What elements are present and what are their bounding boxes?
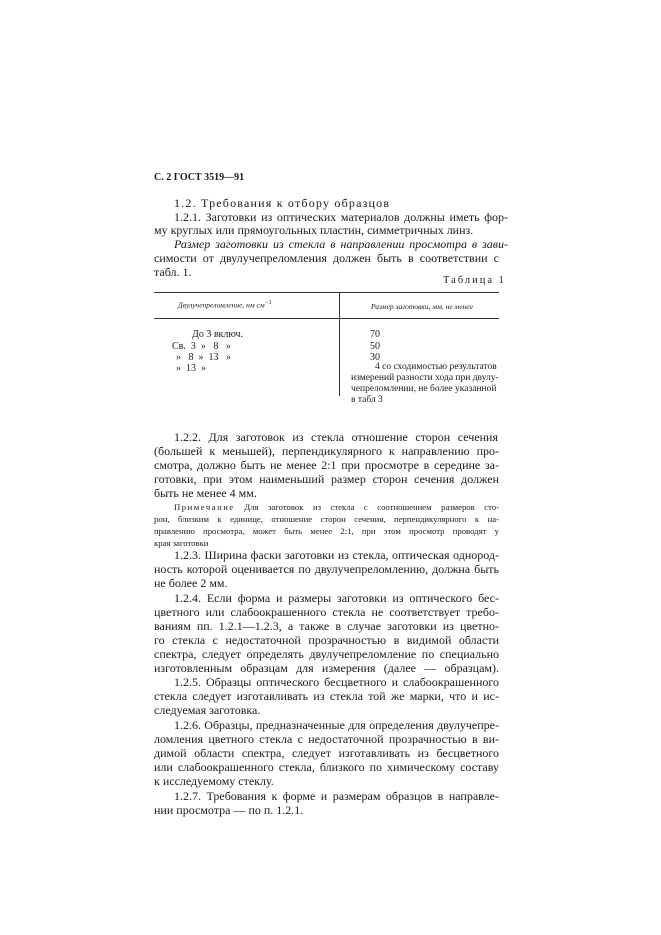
p125-line-2: стекла следует изготавливать из стекла той же марки, что и ис- [154,689,499,703]
p122-line-1: 1.2.2. Для заготовок из стекла отношение сторон сечения [174,430,498,444]
p124-line-5: спектра, следует определять двулучепреломление по специально [154,647,499,661]
p125-line-1: 1.2.5. Образцы оптического бесцветного и слабоокрашенного [174,675,499,689]
table-row-2-col2: 50 [370,341,380,352]
p122-line-3: смотра, должно быть не менее 2:1 при просмотре в середине за- [154,458,499,472]
table-row-1-col1: До 3 включ. [192,329,244,340]
p122-line-2: (большей к меньшей), перпендикулярного к направлению про- [154,444,499,458]
p124-line-6: изготовленным образцам для измерения (далее — образцам). [154,661,499,675]
table-row-4-note-line-4: в табл 3 [351,395,383,405]
table-column-divider [339,292,340,396]
p124-line-4: го стекла с недостаточной прозрачностью в видимой области [154,633,499,647]
table-row-4-col1: » 13 » [176,363,206,374]
table-col1-header: Двулучепреломление, нм $см^{-1}$ [178,300,272,310]
p124-line-3: ваниям пп. 1.2.1—1.2.3, а также в случае заготовки из цветно- [154,619,499,633]
p121b-line-2: симости от двулучепреломления должен быть в соответствии с [154,251,499,265]
p122-line-5: быть не менее 4 мм. [154,486,257,500]
p126-line-4: или слабоокрашенного стекла, близкого по химическому составу [154,760,499,774]
p125-line-3: следуемая заготовка. [154,703,261,717]
table-col2-header: Размер заготовки, мм, не менее [371,302,474,311]
table-row-4-note-line-2: измерений разности хода при двулу- [351,373,499,383]
p127-line-2: нии просмотра — по п. 1.2.1. [154,803,304,817]
p126-line-1: 1.2.6. Образцы, предназначенные для определения двулучепре- [174,718,499,732]
p121b-line-1: Размер заготовки из стекла в направлении просмотра в зави- [174,237,508,251]
note-line-4: края заготовки [154,538,209,548]
p126-line-5: к исследуемому стеклу. [154,774,274,788]
note-line-2: рон, близким к единице, отношение сторон сечения, перпендикулярного к на- [154,514,499,524]
p124-line-2: цветного или слабоокрашенного стекла не соответствует требо- [154,605,499,619]
p123-line-2: ность которой оценивается по двулучепреломлению, должна быть [154,562,499,576]
table-row-1-col2: 70 [370,329,380,340]
table-row-3-col2: 30 [370,352,380,363]
p121-line-1: 1.2.1. Заготовки из оптических материалов должны иметь фор- [174,210,508,224]
table-row-3-col1: » 8 » 13 » [176,352,231,363]
note-line-3: правлению просмотра, может быть менее 2:1, при этом просмотр проводят у [154,526,499,536]
page-header: С. 2 ГОСТ 3519—91 [154,172,245,183]
table-title: Таблица 1 [443,275,506,286]
table-row-2-col1: Св. 3 » 8 » [172,341,231,352]
p123-line-3: не более 2 мм. [154,576,228,590]
note-line-1: Примечание Для заготовок из стекла с соотношением размеров сто- [174,502,499,512]
table-row-4-note-line-1: 4 со сходимостью результатов [375,362,497,372]
p126-line-2: ломления цветного стекла с недостаточной прозрачностью в ви- [154,732,499,746]
table-row-4-note-line-3: чепреломлении, не более указанной [351,384,497,394]
p121b-line-3: табл. 1. [154,265,192,279]
p122-line-4: готовки, при этом наименьший размер сторон сечения должен [154,472,499,486]
section-title: 1.2. Требования к отбору образцов [174,196,391,210]
note-label: Примечание [174,502,235,512]
p123-line-1: 1.2.3. Ширина фаски заготовки из стекла, оптическая однород- [174,548,499,562]
table-header-rule [154,318,499,319]
table-top-rule [154,292,499,293]
p126-line-3: димой области спектра, следует изготавливать из бесцветного [154,746,499,760]
p121-line-2: му круглых или прямоугольных пластин, симметричных линз. [154,223,474,237]
p124-line-1: 1.2.4. Если форма и размеры заготовки из оптического бес- [174,591,499,605]
p127-line-1: 1.2.7. Требования к форме и размерам образцов в направле- [174,789,499,803]
